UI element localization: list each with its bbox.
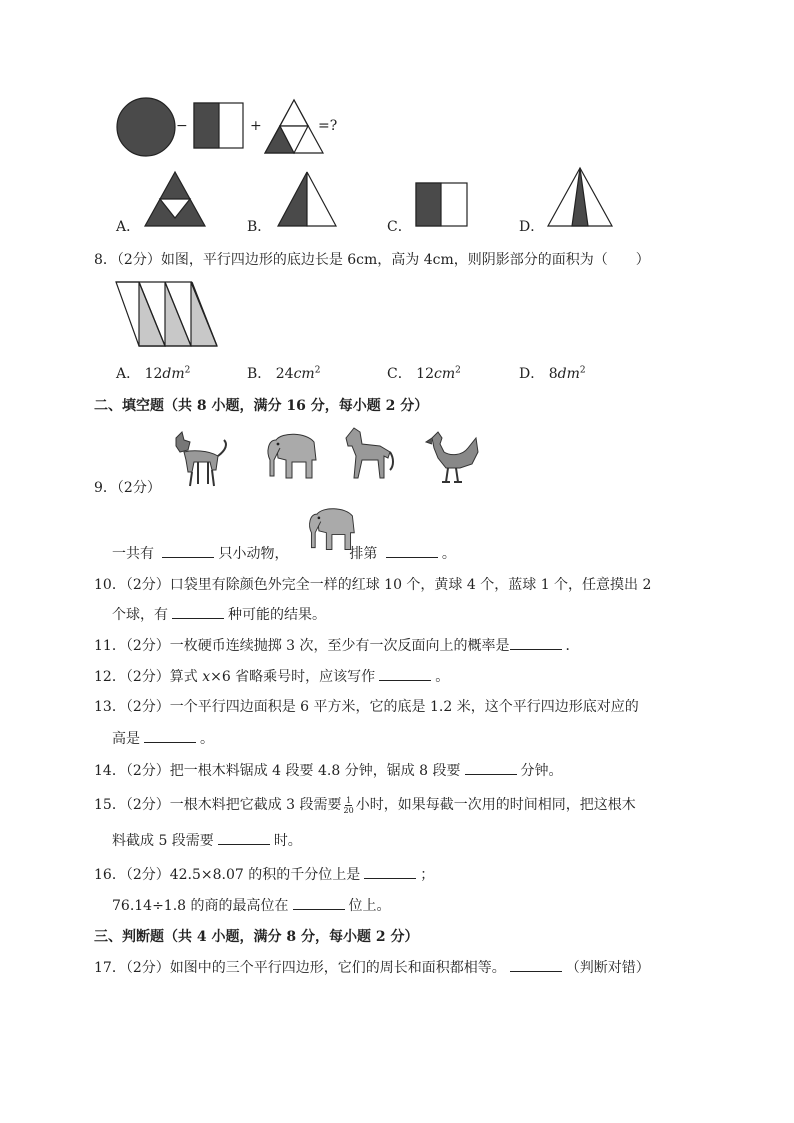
q7-option-d-label[interactable]: D． xyxy=(519,219,545,235)
q7-option-c-label[interactable]: C． xyxy=(387,219,412,235)
q15-blank[interactable] xyxy=(218,830,270,845)
q7-option-c-figure[interactable] xyxy=(415,182,469,228)
horse-icon xyxy=(340,424,396,482)
q7-option-b-figure[interactable] xyxy=(274,170,340,228)
q12-blank[interactable] xyxy=(379,666,431,681)
q11-blank[interactable] xyxy=(510,635,562,650)
q7-minus-sign: − xyxy=(176,118,188,134)
q15-line1: 15．（2分）一根木料把它截成 3 段需要 $\frac{1}{20}$ 小时，如果每截一次用的时间相同，把这根木 xyxy=(94,795,636,815)
q8-parallelogram-figure xyxy=(114,280,226,348)
q16-line1: 16．（2分）42.5×8.07 的积的千分位上是 ； xyxy=(94,864,434,884)
q9-number: 9．（2分） xyxy=(94,480,161,496)
q15-fraction: $\frac{1}{20}$ xyxy=(343,795,354,815)
q7-plus-sign: + xyxy=(250,118,262,134)
elephant-small-icon xyxy=(304,502,358,556)
q7-option-a-figure[interactable] xyxy=(142,170,208,228)
q9-blank-count[interactable] xyxy=(162,543,214,558)
q8-option-b[interactable]: B． $24cm^2$ xyxy=(247,365,321,382)
q16-line2: 76.14÷1.8 的商的最高位在 位上。 xyxy=(112,895,391,915)
q13-blank[interactable] xyxy=(144,728,196,743)
q13-line2: 高是 。 xyxy=(112,728,214,748)
q7-equals-question: =? xyxy=(318,118,338,134)
q7-option-a-label[interactable]: A． xyxy=(116,219,141,235)
dog-icon xyxy=(168,430,230,490)
q7-option-b-label[interactable]: B． xyxy=(247,219,272,235)
q13-line1: 13．（2分）一个平行四边面积是 6 平方米，它的底是 1.2 米，这个平行四边形底对应的 xyxy=(94,699,639,715)
q11-line: 11．（2分）一枚硬币连续抛掷 3 次，至少有一次反面向上的概率是 ． xyxy=(94,635,580,655)
rooster-icon xyxy=(420,428,482,488)
q9-blank-position[interactable] xyxy=(386,543,438,558)
q10-line1: 10．（2分）口袋里有除颜色外完全一样的红球 10 个，黄球 4 个，蓝球 1 个，任意摸出 2 xyxy=(94,577,652,593)
q10-blank[interactable] xyxy=(172,604,224,619)
q17-line: 17．（2分）如图中的三个平行四边形，它们的周长和面积都相等。 （判断对错） xyxy=(94,957,650,977)
quarter-triangle-top xyxy=(280,100,308,126)
section-2-heading: 二、填空题（共 8 小题，满分 16 分，每小题 2 分） xyxy=(94,398,429,414)
q8-option-c[interactable]: C． $12cm^2$ xyxy=(387,365,461,382)
section-3-heading: 三、判断题（共 4 小题，满分 8 分，每小题 2 分） xyxy=(94,929,419,945)
q15-line2: 料截成 5 段需要 时。 xyxy=(112,830,302,850)
half-shaded-square-fill xyxy=(194,103,219,148)
q14-line: 14．（2分）把一根木料锯成 4 段要 4.8 分钟，锯成 8 段要 分钟。 xyxy=(94,760,563,780)
q10-line2: 个球，有 种可能的结果。 xyxy=(112,604,326,624)
elephant-icon xyxy=(262,430,320,482)
q8-stem: 8．（2分）如图，平行四边形的底边长是 6cm，高为 4cm，则阴影部分的面积为（ ） xyxy=(94,252,650,268)
q8-option-a[interactable]: A． $12dm^2$ xyxy=(116,365,191,382)
q9-line: 一共有 只小动物， 排第 。 xyxy=(112,543,456,563)
q16-blank-1[interactable] xyxy=(364,864,416,879)
q17-blank[interactable] xyxy=(510,957,562,972)
q12-line: 12．（2分）算式 x×6 省略乘号时，应该写作 。 xyxy=(94,666,449,686)
q16-blank-2[interactable] xyxy=(293,895,345,910)
q7-option-d-figure[interactable] xyxy=(545,166,615,228)
q8-option-d[interactable]: D． $8dm^2$ xyxy=(519,365,586,382)
shaded-circle xyxy=(117,98,175,156)
q14-blank[interactable] xyxy=(465,760,517,775)
